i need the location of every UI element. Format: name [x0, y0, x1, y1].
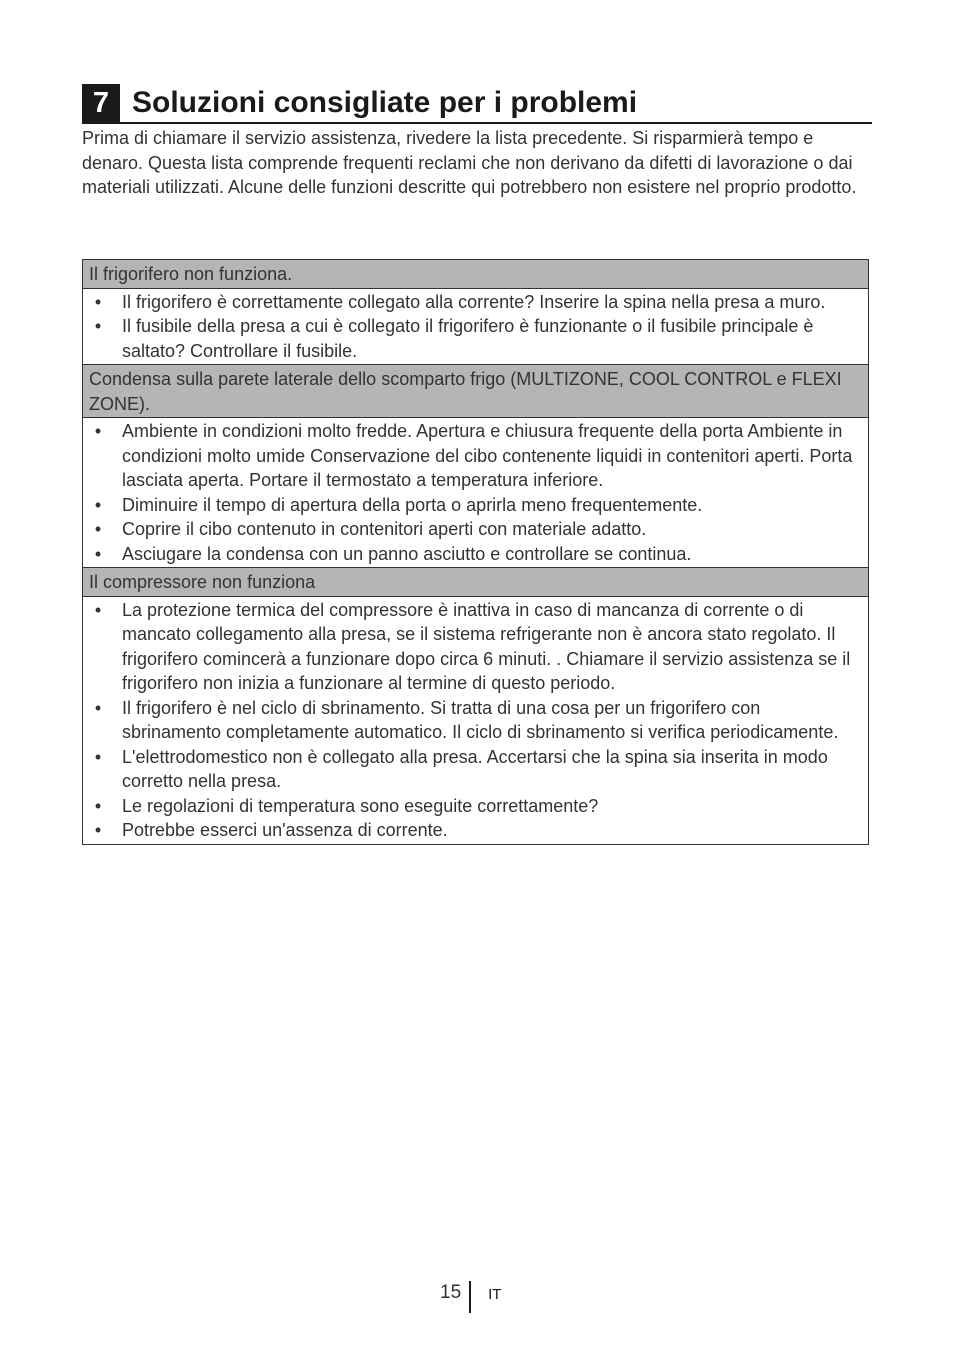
intro-paragraph: Prima di chiamare il servizio assistenza, rivedere la lista precedente. Si risparmierà tempo e denaro. Questa lista comprende frequenti reclami che non derivano da difetti di lavorazione o dai materiali utilizzati. Alcune delle funzioni descritte qui potrebbero non esistere nel proprio prodotto. — [82, 128, 857, 197]
solutions-not-working — [83, 289, 868, 366]
solution-item — [89, 493, 862, 518]
section-title: Soluzioni consigliate per i problemi — [132, 86, 638, 119]
solution-text: Diminuire il tempo di apertura della porta o aprirla meno frequentemente. — [122, 494, 703, 515]
solution-text: Ambiente in condizioni molto fredde. Apertura e chiusura frequente della porta Ambiente in condizioni molto umide Conservazione del cibo contenente liquidi in contenitori aperti. Porta lasciata aperta. Portare il termostato a temperatura inferiore. — [122, 421, 853, 490]
solution-item — [89, 314, 862, 363]
bullet-icon: • — [94, 697, 102, 718]
problem-heading-condensation: Condensa sulla parete laterale dello scomparto frigo (MULTIZONE, COOL CONTROL e FLEXI ZONE). — [83, 365, 868, 418]
troubleshooting-table — [82, 259, 869, 845]
page-footer — [440, 1281, 501, 1313]
bullet-icon: • — [94, 421, 102, 441]
solution-item — [89, 542, 862, 567]
solutions-compressor — [83, 597, 868, 844]
bullet-icon: • — [94, 519, 102, 539]
section-header — [82, 84, 872, 124]
solution-item — [89, 517, 862, 542]
solution-text: Asciugare la condensa con un panno asciutto e controllare se continua. — [122, 543, 692, 564]
solution-item — [89, 419, 862, 493]
bullet-icon: • — [94, 543, 102, 564]
solution-text: Le regolazioni di temperatura sono eseguite correttamente? — [122, 795, 599, 816]
solution-list — [89, 598, 862, 843]
bullet-icon: • — [94, 746, 102, 767]
bullet-icon: • — [94, 795, 102, 816]
page-number: 15 — [440, 1282, 462, 1303]
solution-text: Il frigorifero è correttamente collegato alla corrente? Inserire la spina nella presa a muro. — [122, 291, 826, 312]
section-number: 7 — [82, 84, 120, 122]
solution-item — [89, 696, 862, 745]
solution-item — [89, 818, 862, 843]
solution-text: Coprire il cibo contenuto in contenitori aperti con materiale adatto. — [122, 519, 647, 539]
solution-item — [89, 290, 862, 315]
bullet-icon: • — [94, 820, 102, 840]
solution-text: La protezione termica del compressore è inattiva in caso di mancanza di corrente o di mancato collegamento alla presa, se il sistema refrigerante non è ancora stato regolato. Il frigorifero comincerà a funzionare dopo circa 6 minuti. . Chiamare il servizio assistenza se il frigorifero non inizia a funzionare al termine di questo periodo. — [122, 599, 851, 693]
language-code: IT — [488, 1286, 502, 1303]
solution-text: Il frigorifero è nel ciclo di sbrinamento. Si tratta di una cosa per un frigorifero con sbrinamento completamente automatico. Il ciclo di sbrinamento si verifica periodicamente. — [122, 697, 839, 742]
bullet-icon: • — [94, 291, 102, 312]
problem-heading-not-working: Il frigorifero non funziona. — [83, 260, 868, 289]
solutions-condensation — [83, 418, 868, 568]
bullet-icon: • — [94, 494, 102, 515]
bullet-icon: • — [94, 599, 102, 620]
solution-list — [89, 419, 862, 566]
bullet-icon: • — [94, 316, 102, 336]
solution-text: L'elettrodomestico non è collegato alla presa. Accertarsi che la spina sia inserita in modo corretto nella presa. — [122, 746, 828, 791]
solution-list — [89, 290, 862, 364]
problem-heading-compressor: Il compressore non funziona — [83, 568, 868, 597]
solution-item — [89, 794, 862, 819]
solution-item — [89, 745, 862, 794]
solution-text: Il fusibile della presa a cui è collegato il frigorifero è funzionante o il fusibile principale è saltato? Controllare il fusibile. — [122, 316, 814, 361]
solution-text: Potrebbe esserci un'assenza di corrente. — [122, 820, 448, 840]
solution-item — [89, 598, 862, 696]
